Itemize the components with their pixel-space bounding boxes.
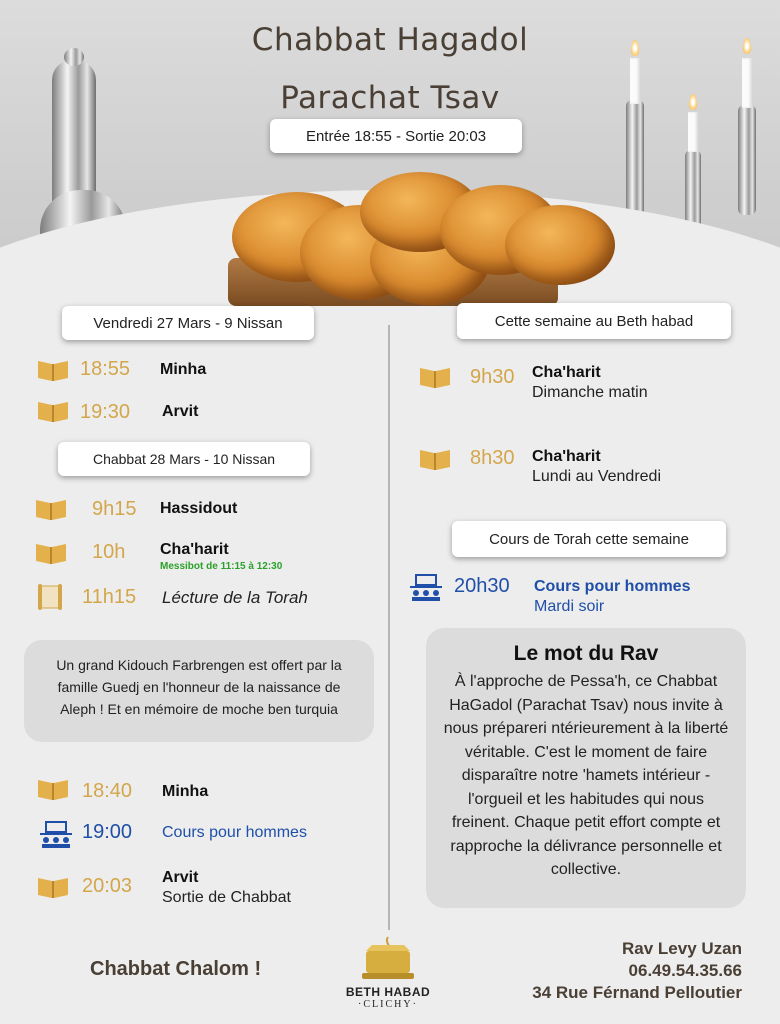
evening-sub-3: Sortie de Chabbat [162, 889, 291, 906]
shabbat-header: Chabbat 28 Mars - 10 Nissan [58, 442, 310, 476]
rav-name: Rav Levy Uzan [622, 939, 742, 958]
cours-sub: Mardi soir [534, 598, 605, 615]
week-label-2: Cha'harit [532, 448, 601, 465]
entry-exit-times: Entrée 18:55 - Sortie 20:03 [270, 119, 522, 153]
contact-block [532, 938, 742, 1004]
title-line-2: Parachat Tsav [280, 80, 500, 116]
shabbat-label-2: Cha'harit [160, 541, 229, 558]
book-icon [36, 398, 70, 424]
week-time-1: 9h30 [470, 366, 515, 388]
friday-time-1: 18:55 [80, 358, 131, 380]
mot-du-rav-box [426, 628, 746, 908]
menorah-logo-icon [358, 935, 418, 981]
title-line-1: Chabbat Hagadol [251, 22, 529, 58]
kiddouch-text: Un grand Kidouch Farbrengen est offert par la famille Guedj en l'honneur de la naissance de Aleph ! Et en mémoire de moche ben turquia [56, 657, 342, 717]
book-icon [36, 874, 70, 900]
book-icon [36, 357, 70, 383]
book-icon [34, 496, 68, 522]
book-icon [418, 446, 452, 472]
book-icon [34, 540, 68, 566]
week-sub-1: Dimanche matin [532, 384, 648, 401]
week-label-1: Cha'harit [532, 364, 601, 381]
evening-label-3: Arvit [162, 869, 199, 886]
cours-header: Cours de Torah cette semaine [452, 521, 726, 557]
cours-time: 20h30 [454, 575, 510, 597]
evening-time-2: 19:00 [82, 821, 133, 843]
logo-city: ·CLICHY· [358, 999, 418, 1010]
friday-label-1: Minha [160, 361, 207, 378]
evening-label-1: Minha [162, 783, 209, 800]
logo-name: BETH HABAD [345, 985, 431, 999]
week-sub-2: Lundi au Vendredi [532, 468, 661, 485]
column-divider [388, 325, 390, 930]
cours-label: Cours pour hommes [534, 578, 691, 595]
shabbat-time-3: 11h15 [82, 586, 137, 608]
shabbat-time-1: 9h15 [92, 498, 137, 520]
book-icon [36, 776, 70, 802]
friday-header: Vendredi 27 Mars - 9 Nissan [62, 306, 314, 340]
beth-habad-logo [336, 935, 440, 1010]
phone-number[interactable]: 06.49.54.35.66 [628, 961, 742, 980]
messibot-note: Messibot de 11:15 à 12:30 [160, 561, 283, 572]
evening-time-3: 20:03 [82, 875, 133, 897]
week-header: Cette semaine au Beth habad [457, 303, 731, 339]
book-icon [418, 364, 452, 390]
friday-label-2: Arvit [162, 403, 199, 420]
friday-time-2: 19:30 [80, 401, 131, 423]
mot-du-rav-text: À l'approche de Pessa'h, ce Chabbat HaGadol (Parachat Tsav) nous invite à nous prépareri ntérieurement à la liberté véritable. C'est le moment de faire disparaître notre 'hamets intérieur - l'orgueil et les habitudes qui nous freinent. Chaque petit effort compte et rapproche la délivrance personnelle et collective. [443, 673, 729, 878]
shabbat-label-3: Lécture de la Torah [162, 588, 308, 607]
chabbat-chalom: Chabbat Chalom ! [90, 958, 262, 980]
evening-label-2: Cours pour hommes [162, 824, 307, 841]
evening-time-1: 18:40 [82, 780, 133, 802]
kiddouch-box [24, 640, 374, 742]
mot-du-rav-title: Le mot du Rav [513, 642, 659, 665]
address: 34 Rue Férnand Pelloutier [532, 983, 742, 1002]
class-icon [38, 820, 74, 850]
class-icon [408, 573, 444, 603]
shabbat-label-1: Hassidout [160, 500, 238, 517]
shabbat-time-2: 10h [92, 541, 126, 563]
week-time-2: 8h30 [470, 447, 515, 469]
scroll-icon [34, 582, 66, 612]
